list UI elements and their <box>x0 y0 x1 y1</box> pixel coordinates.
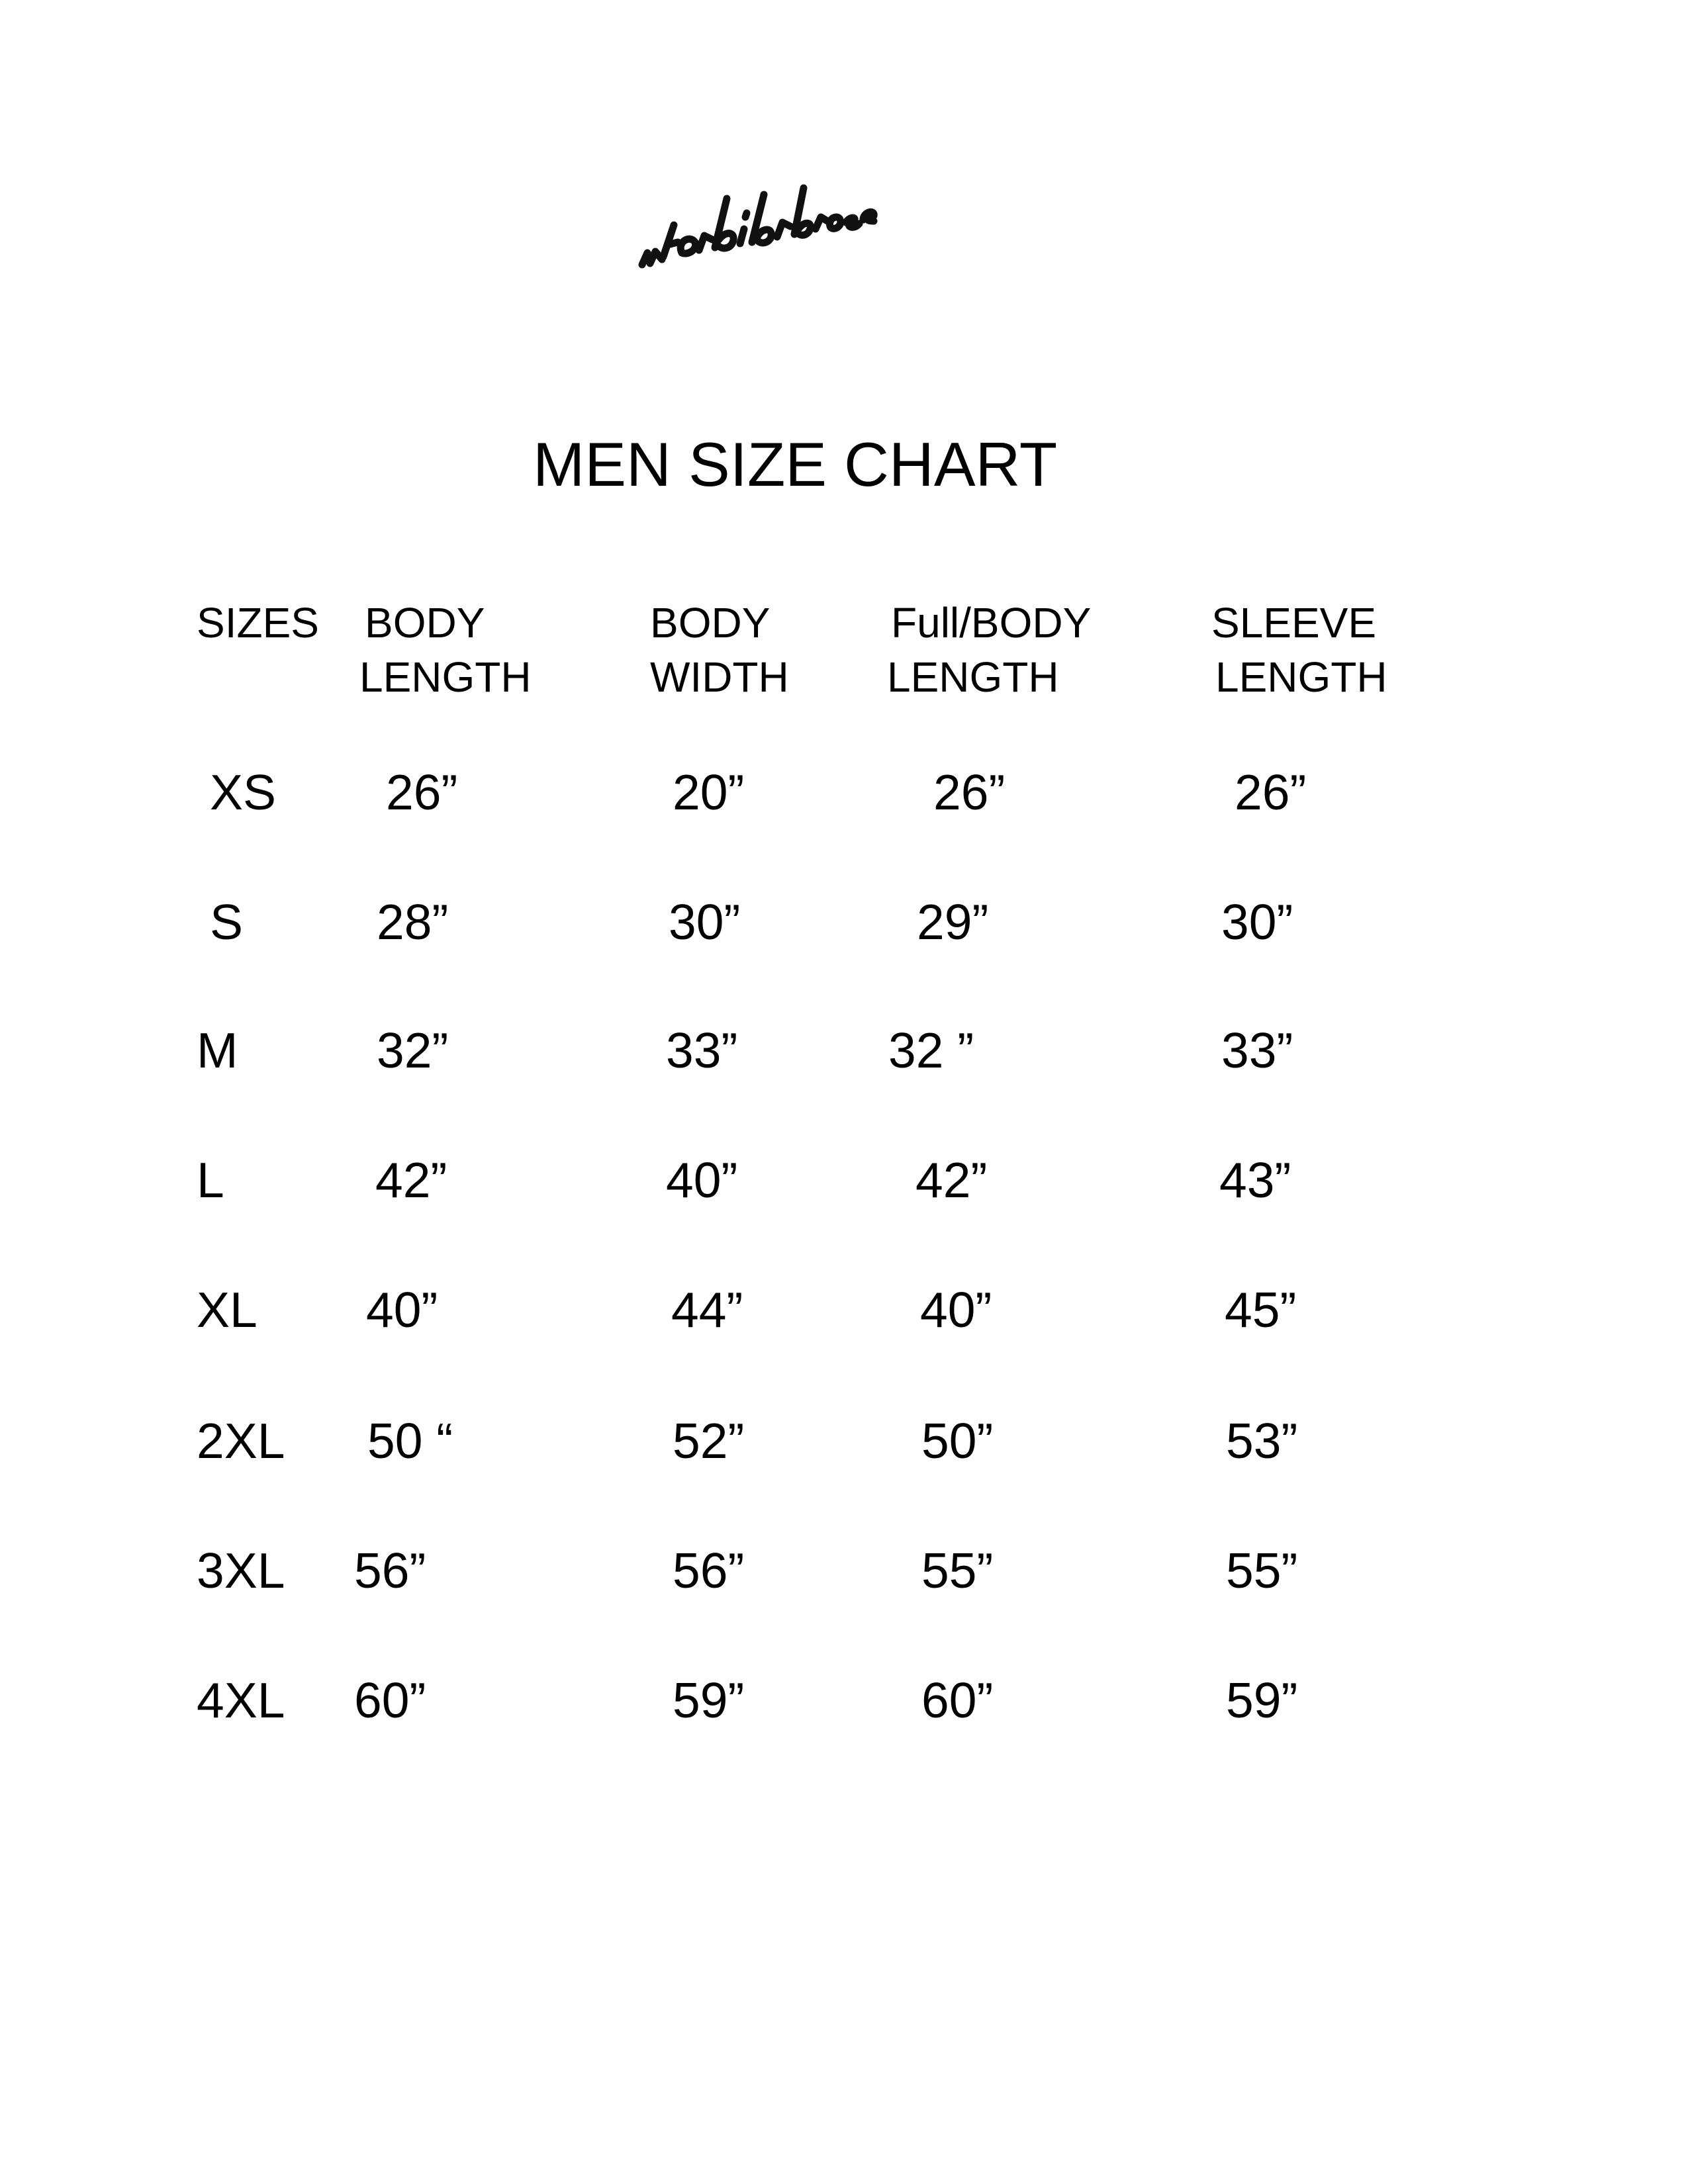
cell-body-length-3xl: 56” <box>354 1543 426 1598</box>
cell-sleeve-length-m: 33” <box>1221 1023 1293 1078</box>
cell-body-length-m: 32” <box>377 1023 449 1078</box>
cell-size-xs: XS <box>210 764 277 820</box>
header-sizes-line1: SIZES <box>197 599 319 647</box>
cell-full-length-3xl: 55” <box>921 1543 994 1598</box>
cell-body-length-4xl: 60” <box>354 1672 426 1728</box>
header-body-width-line1: BODY <box>650 599 771 647</box>
cell-body-width-xl: 44” <box>671 1282 743 1338</box>
cell-body-width-2xl: 52” <box>673 1413 745 1469</box>
header-sleeve-length-line2: LENGTH <box>1215 653 1387 701</box>
cell-full-length-l: 42” <box>915 1152 988 1208</box>
cell-body-width-xs: 20” <box>673 764 745 820</box>
header-body-length <box>359 596 532 704</box>
header-sizes <box>197 596 319 650</box>
cell-full-length-xs: 26” <box>933 764 1006 820</box>
header-body-width <box>650 596 789 704</box>
brand-logo <box>635 179 887 285</box>
cell-body-length-s: 28” <box>377 894 449 950</box>
cell-body-width-s: 30” <box>669 894 741 950</box>
cell-body-width-3xl: 56” <box>673 1543 745 1598</box>
cell-size-s: S <box>210 894 244 950</box>
header-body-width-line2: WIDTH <box>650 653 789 701</box>
cell-body-width-m: 33” <box>666 1023 738 1078</box>
cell-full-length-2xl: 50” <box>921 1413 994 1469</box>
cell-sleeve-length-s: 30” <box>1221 894 1293 950</box>
header-sleeve-length <box>1211 596 1387 704</box>
header-body-length-line2: LENGTH <box>359 653 532 701</box>
header-body-length-line1: BODY <box>365 599 485 647</box>
cell-full-length-xl: 40” <box>920 1282 992 1338</box>
cell-size-4xl: 4XL <box>197 1672 285 1728</box>
cell-size-3xl: 3XL <box>197 1543 285 1598</box>
header-full-body-length <box>887 596 1091 704</box>
cell-size-2xl: 2XL <box>197 1413 285 1469</box>
cell-sleeve-length-2xl: 53” <box>1226 1413 1298 1469</box>
header-sleeve-length-line1: SLEEVE <box>1211 599 1377 647</box>
cell-sleeve-length-xs: 26” <box>1235 764 1307 820</box>
cell-size-l: L <box>197 1152 224 1208</box>
cell-size-m: M <box>197 1023 238 1078</box>
cell-sleeve-length-4xl: 59” <box>1226 1672 1298 1728</box>
cell-body-length-2xl: 50 “ <box>367 1413 453 1469</box>
cell-body-length-xs: 26” <box>386 764 458 820</box>
page-title: MEN SIZE CHART <box>533 430 1058 499</box>
cell-sleeve-length-3xl: 55” <box>1226 1543 1298 1598</box>
cell-size-xl: XL <box>197 1282 258 1338</box>
cell-body-length-l: 42” <box>375 1152 447 1208</box>
header-full-body-length-line2: LENGTH <box>887 653 1059 701</box>
cell-body-width-l: 40” <box>666 1152 738 1208</box>
cell-body-width-4xl: 59” <box>673 1672 745 1728</box>
header-full-body-length-line1: Full/BODY <box>891 599 1092 647</box>
cell-full-length-4xl: 60” <box>921 1672 994 1728</box>
cell-sleeve-length-xl: 45” <box>1225 1282 1297 1338</box>
cell-sleeve-length-l: 43” <box>1219 1152 1291 1208</box>
cell-full-length-m: 32 ” <box>888 1023 974 1078</box>
cell-full-length-s: 29” <box>917 894 989 950</box>
cell-body-length-xl: 40” <box>366 1282 438 1338</box>
